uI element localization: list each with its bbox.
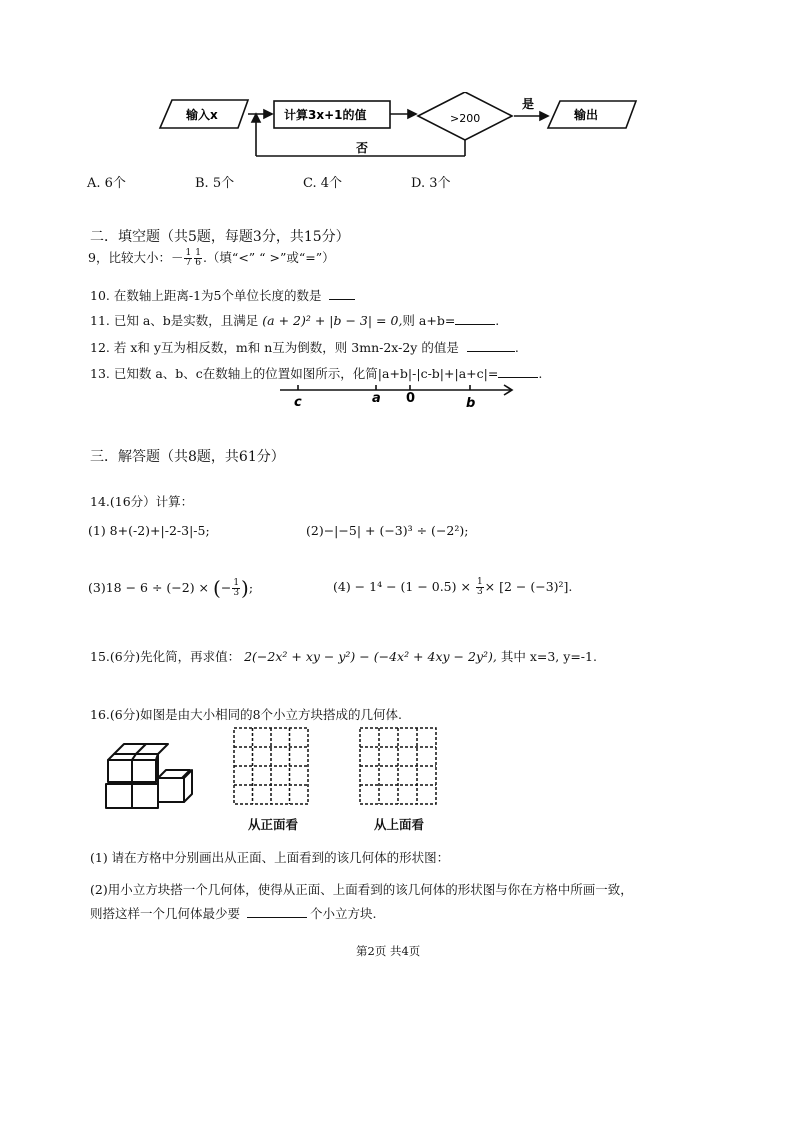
- q11-expression: (a + 2)² + |b − 3| = 0,: [262, 313, 403, 328]
- input-label: 输入x: [186, 108, 218, 122]
- q10-text: 10. 在数轴上距离-1为5个单位长度的数是: [90, 288, 322, 303]
- page-footer: 第2页 共4页: [356, 944, 421, 958]
- q16-blank[interactable]: [247, 905, 307, 918]
- top-view-label: 从上面看: [374, 817, 425, 832]
- q9-suffix: .（填“<” “ >”或“=”）: [202, 250, 335, 265]
- compute-label: 计算3x+1的值: [284, 108, 367, 122]
- q16-title: 16.(6分)如图是由大小相同的8个小立方块搭成的几何体.: [90, 707, 403, 722]
- q15-suffix: 其中 x=3, y=-1.: [500, 649, 597, 664]
- q15: [90, 647, 597, 665]
- q10-blank[interactable]: [329, 287, 355, 300]
- number-line: [280, 380, 520, 410]
- q8-option-c: C. 4个: [303, 176, 343, 191]
- q14-title: 14.(16分）计算：: [90, 494, 194, 509]
- output-label: 输出: [574, 108, 599, 122]
- q16-part1: (1) 请在方格中分别画出从正面、上面看到的该几何体的形状图：: [90, 850, 450, 865]
- q12-blank[interactable]: [467, 339, 515, 352]
- q14-part4-prefix: (4) − 1⁴ − (1 − 0.5) ×: [333, 579, 475, 594]
- q13-text: 13. 已知数 a、b、c在数轴上的位置如图所示，化简|a+b|-|c-b|+|a+c|=: [90, 366, 499, 381]
- q16-part2-line1: (2)用小立方块搭一个几何体，使得从正面、上面看到的该几何体的形状图与你在方格中所画一致，: [90, 882, 633, 897]
- q14-part3: (3)18 − 6 ÷ (−2) × (− $\frac{1}{3}$ );: [88, 576, 254, 600]
- q12-text: 12. 若 x和 y互为相反数，m和 n互为倒数，则 3mn-2x-2y 的值是: [90, 340, 459, 355]
- q13-blank[interactable]: [498, 365, 538, 378]
- q9: [88, 248, 335, 268]
- yes-label: 是: [522, 97, 535, 111]
- no-label: 否: [356, 141, 369, 155]
- q14-part2: (2)−|−5| + (−3)³ ÷ (−2²);: [306, 523, 469, 538]
- q9-fraction-2: $\frac{1}{6}$: [195, 248, 201, 268]
- q14-part3-fraction: $\frac{1}{3}$: [233, 578, 240, 598]
- q8-option-a: A. 6个: [87, 176, 126, 191]
- q10: [90, 286, 355, 304]
- q15-prefix: 15.(6分)先化简，再求值：: [90, 649, 241, 664]
- q16-part2-prefix: 则搭这样一个几何体最少要: [90, 906, 241, 921]
- top-view-grid[interactable]: [358, 726, 438, 806]
- q12: 12. 若 x和 y互为相反数，m和 n互为倒数，则 3mn-2x-2y 的值是 .: [90, 340, 519, 355]
- cube-figure: [102, 740, 202, 812]
- q11-suffix: 则 a+b=: [402, 313, 456, 328]
- section2-title: 二．填空题（共5题，每题3分，共15分）: [90, 229, 350, 245]
- q9-minus: －: [170, 250, 184, 265]
- q16-part2-line2: [90, 904, 376, 922]
- q13: 13. 已知数 a、b、c在数轴上的位置如图所示，化简|a+b|-|c-b|+|a+c|= .: [90, 366, 543, 381]
- numberline-a: a: [372, 391, 381, 406]
- q15-expression: 2(−2x² + xy − y²) − (−4x² + 4xy − 2y²),: [244, 649, 497, 664]
- q11-blank[interactable]: [455, 312, 495, 325]
- condition-label: >200: [450, 112, 481, 125]
- q9-fraction-1: $\frac{1}{7}$: [185, 248, 192, 268]
- numberline-b: b: [466, 396, 476, 410]
- front-view-grid[interactable]: [232, 726, 310, 806]
- q14-part4-suffix: × [2 − (−3)²].: [484, 579, 573, 594]
- numberline-zero: 0: [406, 391, 416, 406]
- q11: 11. 已知 a、b是实数，且满足 (a + 2)² + |b − 3| = 0,则 a+b= .: [90, 313, 500, 328]
- flowchart: [150, 92, 650, 162]
- front-view-label: 从正面看: [248, 817, 299, 832]
- q14-part4: [333, 578, 572, 597]
- q8-option-d: D. 3个: [411, 176, 451, 191]
- q11-prefix: 11. 已知 a、b是实数，且满足: [90, 313, 259, 328]
- q14-part1: (1) 8+(-2)+|-2-3|-5;: [88, 523, 210, 538]
- q9-prefix: 9，比较大小：: [88, 250, 171, 265]
- q14-part4-fraction: $\frac{1}{3}$: [476, 577, 483, 597]
- q14-part3-prefix: (3)18 − 6 ÷ (−2) ×: [88, 580, 214, 595]
- q16-part2-suffix: 个小立方块.: [310, 906, 377, 921]
- section3-title: 三．解答题（共8题，共61分）: [90, 449, 285, 465]
- numberline-c: c: [294, 395, 302, 410]
- q8-option-b: B. 5个: [195, 176, 235, 191]
